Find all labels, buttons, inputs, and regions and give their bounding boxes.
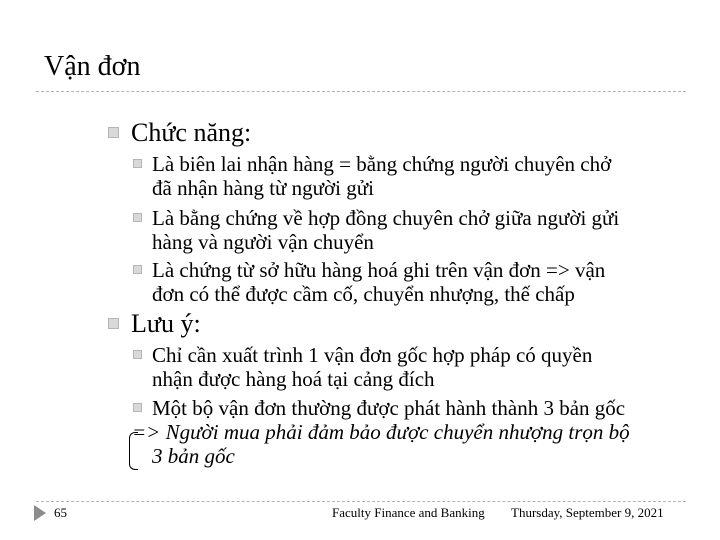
triangle-arrow-icon xyxy=(34,505,46,521)
conclusion-line: => Người mua phải đảm bảo được chuyển nhượng trọn bộ xyxy=(132,420,630,444)
list-item xyxy=(152,396,625,420)
page-title: Vận đơn xyxy=(44,51,141,82)
small-square-bullet-icon xyxy=(133,350,142,359)
list-item-line: Một bộ vận đơn thường được phát hành thành 3 bản gốc xyxy=(152,396,626,420)
list-item-line: nhận được hàng hoá tại cảng đích xyxy=(152,367,435,391)
conclusion-line: 3 bản gốc xyxy=(152,444,235,468)
small-square-bullet-icon xyxy=(133,265,142,274)
small-square-bullet-icon xyxy=(133,159,142,168)
list-item-line: hàng và người vận chuyển xyxy=(152,230,374,254)
conclusion-note xyxy=(132,420,630,468)
square-bullet-icon xyxy=(108,127,119,138)
list-item-line: Là bằng chứng về hợp đồng chuyên chở giữa người gửi xyxy=(152,206,620,230)
list-item-line: Là chứng từ sở hữu hàng hoá ghi trên vận đơn => vận xyxy=(152,258,606,282)
footer-divider xyxy=(36,501,686,502)
list-item-line: Chỉ cần xuất trình 1 vận đơn gốc hợp pháp có quyền xyxy=(152,343,593,367)
small-square-bullet-icon xyxy=(133,403,142,412)
list-item-line: Là biên lai nhận hàng = bằng chứng người chuyên chở xyxy=(152,152,612,176)
footer-organization: Faculty Finance and Banking xyxy=(332,505,485,520)
list-item xyxy=(152,343,592,391)
page-number: 65 xyxy=(54,505,67,520)
section-heading-notes: Lưu ý: xyxy=(131,309,201,338)
square-bullet-icon xyxy=(108,318,119,329)
list-item-line: đơn có thể được cầm cố, chuyển nhượng, thế chấp xyxy=(152,282,575,306)
footer-date: Thursday, September 9, 2021 xyxy=(511,505,664,520)
list-item xyxy=(152,152,611,200)
title-divider xyxy=(36,91,686,92)
list-item xyxy=(152,258,605,306)
list-item-line: đã nhận hàng từ người gửi xyxy=(152,176,374,200)
small-square-bullet-icon xyxy=(133,213,142,222)
section-heading-functions: Chức năng: xyxy=(131,118,252,147)
list-item xyxy=(152,206,619,254)
